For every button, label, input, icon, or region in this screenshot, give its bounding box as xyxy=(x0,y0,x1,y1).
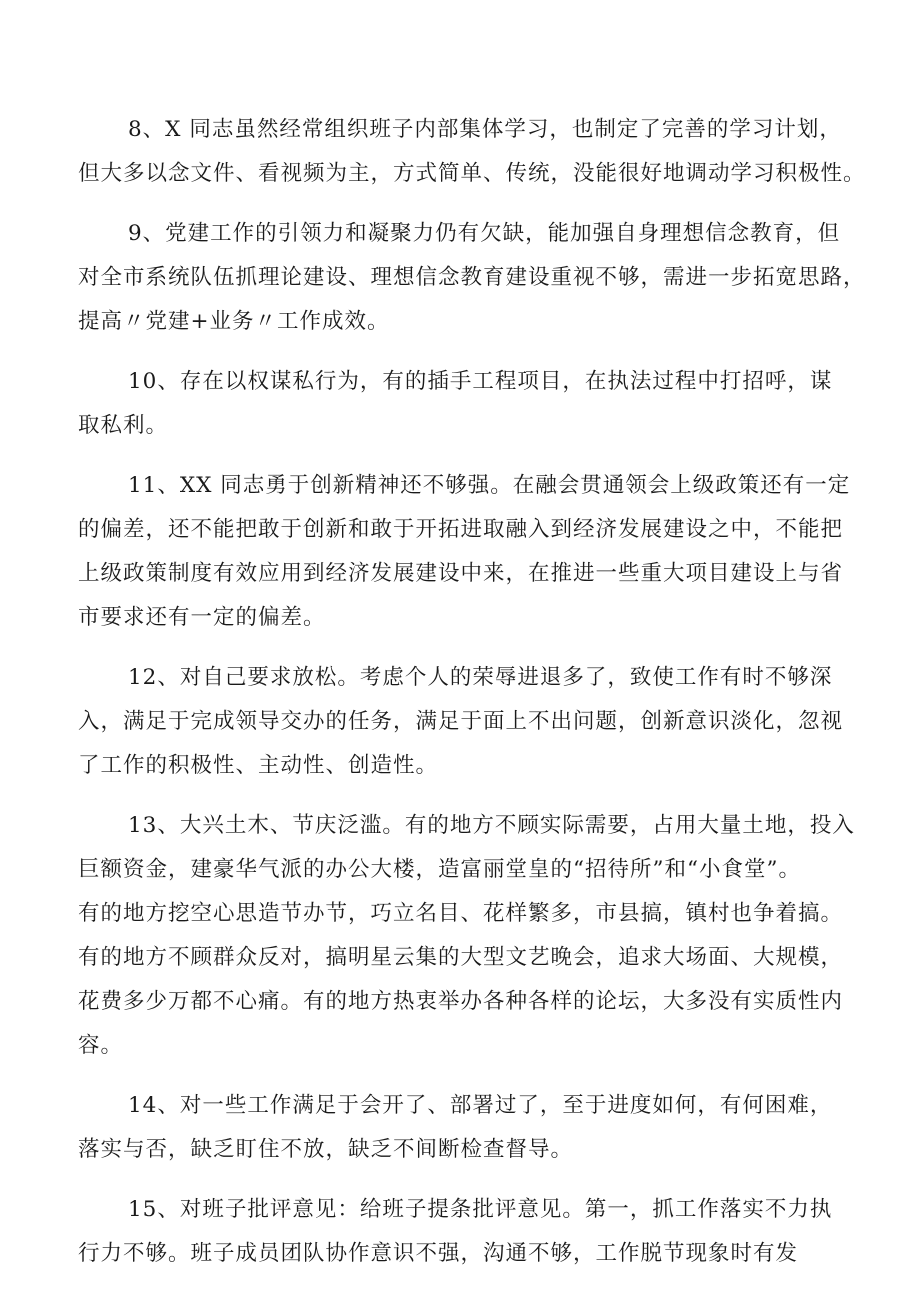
paragraph-line: 容。 xyxy=(78,1033,124,1058)
paragraph-line: 15、对班子批评意见：给班子提条批评意见。第一，抓工作落实不力执 xyxy=(128,1197,833,1222)
paragraph-line: 了工作的积极性、主动性、创造性。 xyxy=(78,753,439,778)
paragraph-line: 11、XX 同志勇于创新精神还不够强。在融会贯通领会上级政策还有一定 xyxy=(128,473,851,498)
paragraph-line: 有的地方挖空心思造节办节，巧立名目、花样繁多，市县搞，镇村也争着搞。 xyxy=(78,901,844,926)
paragraph-line: 花费多少万都不心痛。有的地方热衷举办各种各样的论坛，大多没有实质性内 xyxy=(78,989,844,1014)
paragraph xyxy=(78,1188,878,1276)
paragraph-line: 12、对自己要求放松。考虑个人的荣辱进退多了，致使工作有时不够深 xyxy=(128,665,833,690)
paragraph-line: 市要求还有一定的偏差。 xyxy=(78,605,326,630)
paragraph-line: 取私利。 xyxy=(78,413,169,438)
paragraph xyxy=(78,360,878,448)
paragraph-line: 上级政策制度有效应用到经济发展建设中来，在推进一些重大项目建设上与省 xyxy=(78,561,844,586)
paragraph-line: 但大多以念文件、看视频为主，方式简单、传统，没能很好地调动学习积极性。 xyxy=(78,161,866,186)
paragraph-line: 10、存在以权谋私行为，有的插手工程项目，在执法过程中打招呼，谋 xyxy=(128,369,833,394)
paragraph-line: 行力不够。班子成员团队协作意识不强，沟通不够，工作脱节现象时有发 xyxy=(78,1241,799,1266)
paragraph-line: 落实与否，缺乏盯住不放，缺乏不间断检查督导。 xyxy=(78,1137,574,1162)
document-body xyxy=(78,108,878,1292)
paragraph-line: 的偏差，还不能把敢于创新和敢于开拓进取融入到经济发展建设之中，不能把 xyxy=(78,517,844,542)
paragraph-line: 14、对一些工作满足于会开了、部署过了，至于进度如何，有何困难， xyxy=(128,1093,833,1118)
paragraph xyxy=(78,656,878,788)
paragraph-line: 8、X 同志虽然经常组织班子内部集体学习，也制定了完善的学习计划， xyxy=(128,117,842,142)
paragraph-line: 13、大兴土木、节庆泛滥。有的地方不顾实际需要，占用大量土地，投入 xyxy=(128,813,855,838)
paragraph xyxy=(78,212,878,344)
paragraph-line: 9、党建工作的引领力和凝聚力仍有欠缺，能加强自身理想信念教育，但 xyxy=(128,221,841,246)
paragraph-line: 入，满足于完成领导交办的任务，满足于面上不出问题，创新意识淡化，忽视 xyxy=(78,709,844,734)
paragraph-line: 提高〃党建+业务〃工作成效。 xyxy=(78,309,390,334)
paragraph xyxy=(78,1084,878,1172)
paragraph-line: 对全市系统队伍抓理论建设、理想信念教育建设重视不够，需进一步拓宽思路， xyxy=(78,265,866,290)
paragraph-line: 有的地方不顾群众反对，搞明星云集的大型文艺晚会，追求大场面、大规模， xyxy=(78,945,844,970)
paragraph xyxy=(78,108,878,196)
paragraph-line: 巨额资金，建豪华气派的办公大楼，造富丽堂皇的“招待所”和“小食堂”。 xyxy=(78,857,801,882)
paragraph xyxy=(78,804,878,1068)
paragraph xyxy=(78,464,878,640)
